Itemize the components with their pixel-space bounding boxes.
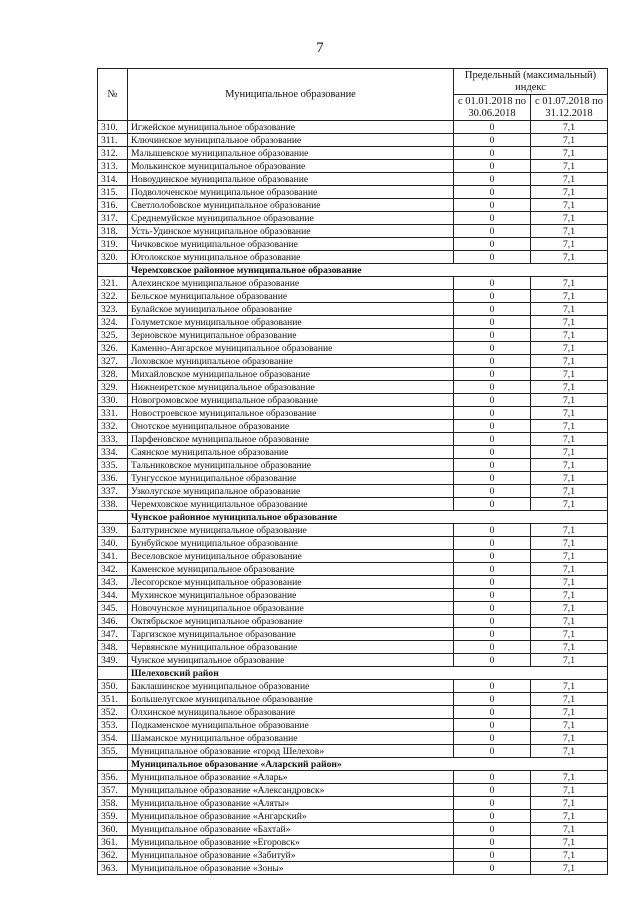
row-number: 319. (98, 238, 128, 251)
index-period-2: 7,1 (531, 212, 608, 225)
index-period-2: 7,1 (531, 303, 608, 316)
row-number: 351. (98, 693, 128, 706)
table-row (98, 771, 608, 784)
table-row (98, 368, 608, 381)
index-period-1: 0 (454, 615, 531, 628)
table-row (98, 498, 608, 511)
table-row (98, 719, 608, 732)
row-number: 349. (98, 654, 128, 667)
index-period-1: 0 (454, 277, 531, 290)
index-period-2: 7,1 (531, 524, 608, 537)
index-period-2: 7,1 (531, 836, 608, 849)
municipality-name: Голуметское муниципальное образование (128, 316, 454, 329)
index-period-1: 0 (454, 524, 531, 537)
row-number: 331. (98, 407, 128, 420)
index-period-2: 7,1 (531, 472, 608, 485)
index-period-2: 7,1 (531, 823, 608, 836)
row-number: 350. (98, 680, 128, 693)
row-number: 359. (98, 810, 128, 823)
index-period-2: 7,1 (531, 407, 608, 420)
index-period-2: 7,1 (531, 628, 608, 641)
index-period-1: 0 (454, 212, 531, 225)
index-period-2: 7,1 (531, 563, 608, 576)
table-row (98, 784, 608, 797)
table-row (98, 654, 608, 667)
index-period-2: 7,1 (531, 576, 608, 589)
index-period-1: 0 (454, 485, 531, 498)
index-period-1: 0 (454, 602, 531, 615)
table-row (98, 628, 608, 641)
row-number: 345. (98, 602, 128, 615)
table-row (98, 706, 608, 719)
municipality-name: Саянское муниципальное образование (128, 446, 454, 459)
row-number: 336. (98, 472, 128, 485)
row-number: 352. (98, 706, 128, 719)
municipality-name: Червянское муниципальное образование (128, 641, 454, 654)
index-period-1: 0 (454, 732, 531, 745)
municipality-name: Таргизское муниципальное образование (128, 628, 454, 641)
index-period-1: 0 (454, 199, 531, 212)
row-number: 362. (98, 849, 128, 862)
municipality-name: Онотское муниципальное образование (128, 420, 454, 433)
index-period-2: 7,1 (531, 342, 608, 355)
table-row (98, 680, 608, 693)
row-number: 324. (98, 316, 128, 329)
row-number: 332. (98, 420, 128, 433)
index-period-2: 7,1 (531, 615, 608, 628)
section-row (98, 667, 608, 680)
municipality-name: Муниципальное образование «Забитуй» (128, 849, 454, 862)
table-row (98, 810, 608, 823)
index-period-2: 7,1 (531, 784, 608, 797)
section-title: Чунское районное муниципальное образование (128, 511, 608, 524)
index-period-2: 7,1 (531, 329, 608, 342)
index-period-2: 7,1 (531, 693, 608, 706)
municipality-name: Подволоченское муниципальное образование (128, 186, 454, 199)
municipality-name: Тальниковское муниципальное образование (128, 459, 454, 472)
table-row (98, 641, 608, 654)
section-row (98, 511, 608, 524)
municipality-name: Олхинское муниципальное образование (128, 706, 454, 719)
municipality-name: Ключинское муниципальное образование (128, 134, 454, 147)
index-period-2: 7,1 (531, 225, 608, 238)
index-period-1: 0 (454, 186, 531, 199)
municipality-name: Лоховское муниципальное образование (128, 355, 454, 368)
table-row (98, 485, 608, 498)
index-period-2: 7,1 (531, 147, 608, 160)
index-period-1: 0 (454, 355, 531, 368)
table-row (98, 407, 608, 420)
index-period-1: 0 (454, 160, 531, 173)
municipality-name: Узколугское муниципальное образование (128, 485, 454, 498)
row-number: 316. (98, 199, 128, 212)
municipality-name: Тунгусское муниципальное образование (128, 472, 454, 485)
index-period-2: 7,1 (531, 316, 608, 329)
index-period-2: 7,1 (531, 602, 608, 615)
row-number: 341. (98, 550, 128, 563)
table-row (98, 602, 608, 615)
index-period-1: 0 (454, 693, 531, 706)
section-spacer (98, 667, 128, 680)
municipality-name: Молькинское муниципальное образование (128, 160, 454, 173)
section-title: Муниципальное образование «Аларский район» (128, 758, 608, 771)
table-row (98, 693, 608, 706)
table-row (98, 797, 608, 810)
municipality-name: Светлолобовское муниципальное образование (128, 199, 454, 212)
municipality-name: Черемховское муниципальное образование (128, 498, 454, 511)
table-row (98, 459, 608, 472)
row-number: 340. (98, 537, 128, 550)
row-number: 357. (98, 784, 128, 797)
municipality-name: Веселовское муниципальное образование (128, 550, 454, 563)
table-row (98, 836, 608, 849)
table-row (98, 745, 608, 758)
row-number: 348. (98, 641, 128, 654)
municipality-name: Муниципальное образование «Егоровск» (128, 836, 454, 849)
row-number: 343. (98, 576, 128, 589)
municipality-name: Нижнеиретское муниципальное образование (128, 381, 454, 394)
row-number: 320. (98, 251, 128, 264)
index-period-1: 0 (454, 823, 531, 836)
index-period-1: 0 (454, 680, 531, 693)
index-period-2: 7,1 (531, 355, 608, 368)
row-number: 356. (98, 771, 128, 784)
row-number: 312. (98, 147, 128, 160)
section-row (98, 264, 608, 277)
row-number: 355. (98, 745, 128, 758)
table-row (98, 303, 608, 316)
row-number: 354. (98, 732, 128, 745)
index-period-1: 0 (454, 628, 531, 641)
index-period-1: 0 (454, 225, 531, 238)
section-spacer (98, 758, 128, 771)
index-period-2: 7,1 (531, 537, 608, 550)
table-row (98, 147, 608, 160)
table-row (98, 381, 608, 394)
page-number: 7 (316, 40, 324, 56)
municipality-name: Чичковское муниципальное образование (128, 238, 454, 251)
index-period-2: 7,1 (531, 121, 608, 134)
index-period-2: 7,1 (531, 394, 608, 407)
table-row (98, 212, 608, 225)
index-period-2: 7,1 (531, 706, 608, 719)
municipality-name: Бельское муниципальное образование (128, 290, 454, 303)
index-period-2: 7,1 (531, 797, 608, 810)
table-row (98, 277, 608, 290)
period-2-header: с 01.07.2018 по 31.12.2018 (531, 95, 608, 121)
index-period-2: 7,1 (531, 745, 608, 758)
row-number: 310. (98, 121, 128, 134)
row-number: 338. (98, 498, 128, 511)
row-number: 326. (98, 342, 128, 355)
row-number: 321. (98, 277, 128, 290)
municipality-name: Юголокское муниципальное образование (128, 251, 454, 264)
municipality-name: Новоудинское муниципальное образование (128, 173, 454, 186)
index-period-2: 7,1 (531, 862, 608, 875)
index-period-2: 7,1 (531, 433, 608, 446)
index-period-1: 0 (454, 706, 531, 719)
index-period-2: 7,1 (531, 381, 608, 394)
section-title: Черемховское районное муниципальное образование (128, 264, 608, 277)
table-row (98, 173, 608, 186)
index-period-2: 7,1 (531, 277, 608, 290)
table-row (98, 862, 608, 875)
table-row (98, 823, 608, 836)
row-number: 335. (98, 459, 128, 472)
municipality-name: Новостроевское муниципальное образование (128, 407, 454, 420)
index-table (97, 68, 608, 875)
municipality-name: Игжейское муниципальное образование (128, 121, 454, 134)
index-period-1: 0 (454, 745, 531, 758)
index-period-1: 0 (454, 836, 531, 849)
row-number: 339. (98, 524, 128, 537)
index-period-1: 0 (454, 173, 531, 186)
section-spacer (98, 511, 128, 524)
index-period-2: 7,1 (531, 680, 608, 693)
table-row (98, 589, 608, 602)
table-row (98, 550, 608, 563)
index-period-1: 0 (454, 134, 531, 147)
index-period-2: 7,1 (531, 459, 608, 472)
table-row (98, 329, 608, 342)
table-row (98, 134, 608, 147)
index-period-1: 0 (454, 810, 531, 823)
municipality-name: Муниципальное образование «Бахтай» (128, 823, 454, 836)
table-row (98, 394, 608, 407)
index-period-2: 7,1 (531, 290, 608, 303)
index-period-1: 0 (454, 472, 531, 485)
row-number: 317. (98, 212, 128, 225)
index-period-2: 7,1 (531, 160, 608, 173)
table-row (98, 251, 608, 264)
municipality-name: Октябрьское муниципальное образование (128, 615, 454, 628)
row-number: 334. (98, 446, 128, 459)
index-period-2: 7,1 (531, 810, 608, 823)
municipality-name: Мухинское муниципальное образование (128, 589, 454, 602)
table-row (98, 576, 608, 589)
row-number: 333. (98, 433, 128, 446)
index-period-2: 7,1 (531, 771, 608, 784)
index-period-1: 0 (454, 381, 531, 394)
index-period-1: 0 (454, 576, 531, 589)
col-index-header: Предельный (максимальный) индекс (454, 69, 608, 95)
index-period-1: 0 (454, 121, 531, 134)
table-row (98, 524, 608, 537)
index-period-1: 0 (454, 498, 531, 511)
municipality-name: Каменское муниципальное образование (128, 563, 454, 576)
table-row (98, 446, 608, 459)
row-number: 329. (98, 381, 128, 394)
table-row (98, 355, 608, 368)
index-period-2: 7,1 (531, 134, 608, 147)
table-row (98, 199, 608, 212)
municipality-name: Новогромовское муниципальное образование (128, 394, 454, 407)
municipality-name: Новочунское муниципальное образование (128, 602, 454, 615)
index-period-1: 0 (454, 459, 531, 472)
row-number: 363. (98, 862, 128, 875)
table-row (98, 420, 608, 433)
index-period-1: 0 (454, 342, 531, 355)
section-title: Шелеховский район (128, 667, 608, 680)
row-number: 347. (98, 628, 128, 641)
municipality-name: Баклашинское муниципальное образование (128, 680, 454, 693)
index-period-1: 0 (454, 537, 531, 550)
index-period-1: 0 (454, 329, 531, 342)
index-period-1: 0 (454, 862, 531, 875)
municipality-name: Шаманское муниципальное образование (128, 732, 454, 745)
index-period-2: 7,1 (531, 732, 608, 745)
municipality-name: Балтуринское муниципальное образование (128, 524, 454, 537)
index-period-1: 0 (454, 641, 531, 654)
index-period-1: 0 (454, 797, 531, 810)
row-number: 358. (98, 797, 128, 810)
row-number: 360. (98, 823, 128, 836)
index-period-2: 7,1 (531, 641, 608, 654)
row-number: 325. (98, 329, 128, 342)
table-header (98, 69, 608, 121)
col-name-header: Муниципальное образование (128, 69, 454, 121)
municipality-name: Алехинское муниципальное образование (128, 277, 454, 290)
index-period-1: 0 (454, 446, 531, 459)
index-period-2: 7,1 (531, 849, 608, 862)
municipality-name: Булайское муниципальное образование (128, 303, 454, 316)
index-period-2: 7,1 (531, 550, 608, 563)
municipality-name: Муниципальное образование «Аляты» (128, 797, 454, 810)
index-period-1: 0 (454, 654, 531, 667)
row-number: 313. (98, 160, 128, 173)
table-row (98, 433, 608, 446)
row-number: 314. (98, 173, 128, 186)
index-period-1: 0 (454, 303, 531, 316)
index-period-1: 0 (454, 433, 531, 446)
row-number: 315. (98, 186, 128, 199)
municipality-name: Михайловское муниципальное образование (128, 368, 454, 381)
index-period-1: 0 (454, 368, 531, 381)
municipality-name: Муниципальное образование «Зоны» (128, 862, 454, 875)
table-row (98, 732, 608, 745)
index-period-1: 0 (454, 550, 531, 563)
municipality-name: Среднемуйское муниципальное образование (128, 212, 454, 225)
section-spacer (98, 264, 128, 277)
section-row (98, 758, 608, 771)
row-number: 318. (98, 225, 128, 238)
municipality-name: Муниципальное образование «Ангарский» (128, 810, 454, 823)
index-period-2: 7,1 (531, 589, 608, 602)
table-row (98, 342, 608, 355)
index-period-1: 0 (454, 589, 531, 602)
municipality-name: Малышевское муниципальное образование (128, 147, 454, 160)
index-period-2: 7,1 (531, 186, 608, 199)
index-period-1: 0 (454, 238, 531, 251)
table-row (98, 316, 608, 329)
municipality-name: Большелугское муниципальное образование (128, 693, 454, 706)
municipality-name: Зерновское муниципальное образование (128, 329, 454, 342)
index-period-2: 7,1 (531, 485, 608, 498)
index-period-1: 0 (454, 394, 531, 407)
table-row (98, 290, 608, 303)
row-number: 330. (98, 394, 128, 407)
table-row (98, 238, 608, 251)
col-number-header: № (98, 69, 128, 121)
municipality-name: Лесогорское муниципальное образование (128, 576, 454, 589)
row-number: 323. (98, 303, 128, 316)
index-period-2: 7,1 (531, 420, 608, 433)
row-number: 342. (98, 563, 128, 576)
municipality-name: Муниципальное образование «город Шелехов» (128, 745, 454, 758)
index-period-1: 0 (454, 563, 531, 576)
index-period-2: 7,1 (531, 498, 608, 511)
municipality-name: Подкаменское муниципальное образование (128, 719, 454, 732)
table-row (98, 160, 608, 173)
index-period-1: 0 (454, 407, 531, 420)
table-row (98, 537, 608, 550)
row-number: 353. (98, 719, 128, 732)
municipality-name: Парфеновское муниципальное образование (128, 433, 454, 446)
table-row (98, 121, 608, 134)
index-period-2: 7,1 (531, 251, 608, 264)
index-period-1: 0 (454, 849, 531, 862)
index-period-2: 7,1 (531, 719, 608, 732)
row-number: 346. (98, 615, 128, 628)
period-1-header: с 01.01.2018 по 30.06.2018 (454, 95, 531, 121)
municipality-name: Муниципальное образование «Аларь» (128, 771, 454, 784)
table-row (98, 186, 608, 199)
row-number: 327. (98, 355, 128, 368)
index-period-1: 0 (454, 251, 531, 264)
row-number: 322. (98, 290, 128, 303)
table-row (98, 615, 608, 628)
index-period-2: 7,1 (531, 199, 608, 212)
municipality-name: Усть-Удинское муниципальное образование (128, 225, 454, 238)
index-period-2: 7,1 (531, 368, 608, 381)
table-row (98, 225, 608, 238)
municipality-name: Чунское муниципальное образование (128, 654, 454, 667)
table-row (98, 849, 608, 862)
index-period-2: 7,1 (531, 446, 608, 459)
table-row (98, 563, 608, 576)
index-period-1: 0 (454, 316, 531, 329)
table-row (98, 472, 608, 485)
municipality-name: Каменно-Ангарское муниципальное образование (128, 342, 454, 355)
municipality-name: Муниципальное образование «Александровск» (128, 784, 454, 797)
row-number: 328. (98, 368, 128, 381)
municipality-name: Бунбуйское муниципальное образование (128, 537, 454, 550)
index-period-1: 0 (454, 719, 531, 732)
row-number: 361. (98, 836, 128, 849)
index-period-2: 7,1 (531, 654, 608, 667)
row-number: 344. (98, 589, 128, 602)
index-period-1: 0 (454, 147, 531, 160)
index-period-2: 7,1 (531, 173, 608, 186)
index-period-1: 0 (454, 784, 531, 797)
row-number: 337. (98, 485, 128, 498)
index-period-1: 0 (454, 771, 531, 784)
index-period-1: 0 (454, 420, 531, 433)
table-body (98, 121, 608, 875)
index-period-2: 7,1 (531, 238, 608, 251)
index-period-1: 0 (454, 290, 531, 303)
row-number: 311. (98, 134, 128, 147)
